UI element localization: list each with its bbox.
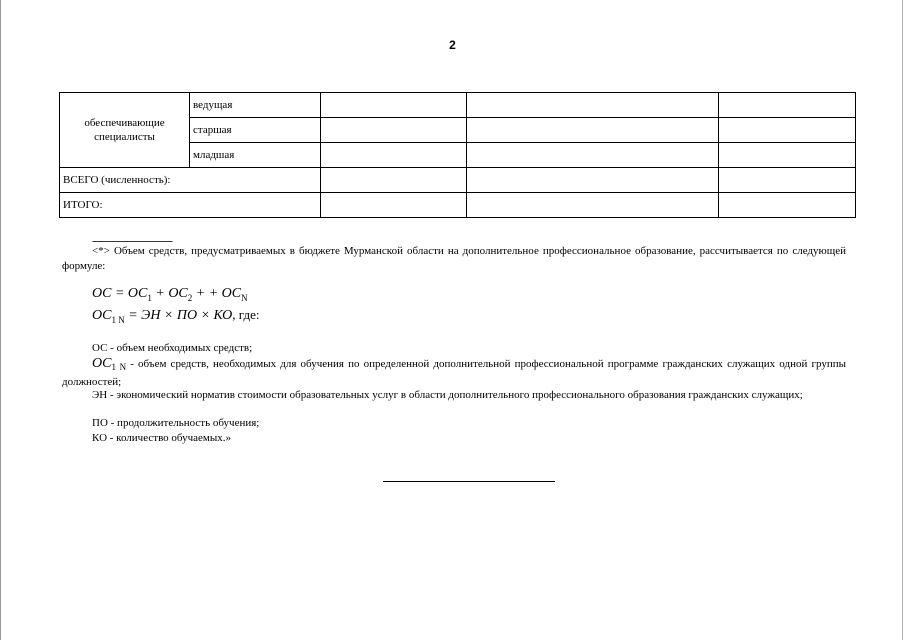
table-row [60, 168, 856, 193]
table-cell [467, 93, 719, 118]
table-row [60, 193, 856, 218]
definition-oc1n [62, 357, 846, 389]
rank-cell: ведущая [190, 93, 321, 118]
table-cell [467, 118, 719, 143]
table-cell [321, 193, 467, 218]
definition-po: ПО - продолжительность обучения; [92, 417, 260, 429]
table-cell [467, 193, 719, 218]
definition-oc1n-sub: 1 N [111, 362, 127, 373]
definition-oc1n-symbol: OC [92, 356, 112, 371]
definition-oc1n-text: - объем средств, необходимых для обучения по определенной дополнительной профессиональной программе гражданских служащих одной группы должностей; [62, 358, 847, 388]
footnote-intro: <*> Объем средств, предусматриваемых в бюджете Мурманской области на дополнительное профессиональное образование, рассчитывается по следующей формуле: [62, 245, 846, 272]
total-count-label: ВСЕГО (численность): [60, 168, 321, 193]
rank-cell: старшая [190, 118, 321, 143]
table-cell [321, 143, 467, 168]
table-cell [719, 168, 856, 193]
formula2-tail: , где: [232, 307, 260, 322]
table-cell [719, 193, 856, 218]
formula-term-n: OC [221, 286, 242, 301]
formula-oc1n [92, 307, 259, 325]
group-label: обеспечивающие специалисты [84, 117, 165, 143]
formula-sub-2: 2 [187, 292, 193, 303]
table-cell [321, 168, 467, 193]
formula2-rhs: = ЭН × ПО × КО [124, 308, 233, 323]
formula-lhs: OC [92, 286, 112, 301]
table-cell [719, 143, 856, 168]
footnote-separator: ------------------------------ [92, 235, 172, 247]
staff-table [59, 92, 856, 218]
formula-plus-2: + + [192, 286, 222, 301]
formula-sub-n: N [241, 292, 248, 303]
formula-term-1: OC [127, 286, 148, 301]
definition-en: ЭН - экономический норматив стоимости образовательных услуг в области дополнительного профессионального образования гражданских служащих; [92, 389, 803, 401]
formula-total [92, 286, 248, 303]
formula2-lhs: OC [92, 308, 112, 323]
scan-edge-left [0, 0, 1, 640]
grand-total-label: ИТОГО: [60, 193, 321, 218]
formula2-lhs-sub: 1 N [111, 314, 125, 325]
table-cell [467, 168, 719, 193]
end-rule [383, 481, 555, 482]
rank-cell: младшая [190, 143, 321, 168]
table-cell [719, 118, 856, 143]
table-cell [321, 93, 467, 118]
definition-ko: КО - количество обучаемых.» [92, 432, 232, 444]
scan-edge-right [902, 0, 903, 640]
page-number: 2 [449, 38, 456, 52]
group-label-cell [60, 93, 190, 168]
formula-sub-1: 1 [147, 292, 152, 303]
table-row [60, 93, 856, 118]
definition-oc: ОС - объем необходимых средств; [92, 342, 253, 354]
table-cell [467, 143, 719, 168]
table-cell [321, 118, 467, 143]
formula-eq: = [111, 286, 128, 301]
table-cell [719, 93, 856, 118]
formula-plus-1: + [151, 286, 169, 301]
formula-term-2: OC [168, 286, 188, 301]
